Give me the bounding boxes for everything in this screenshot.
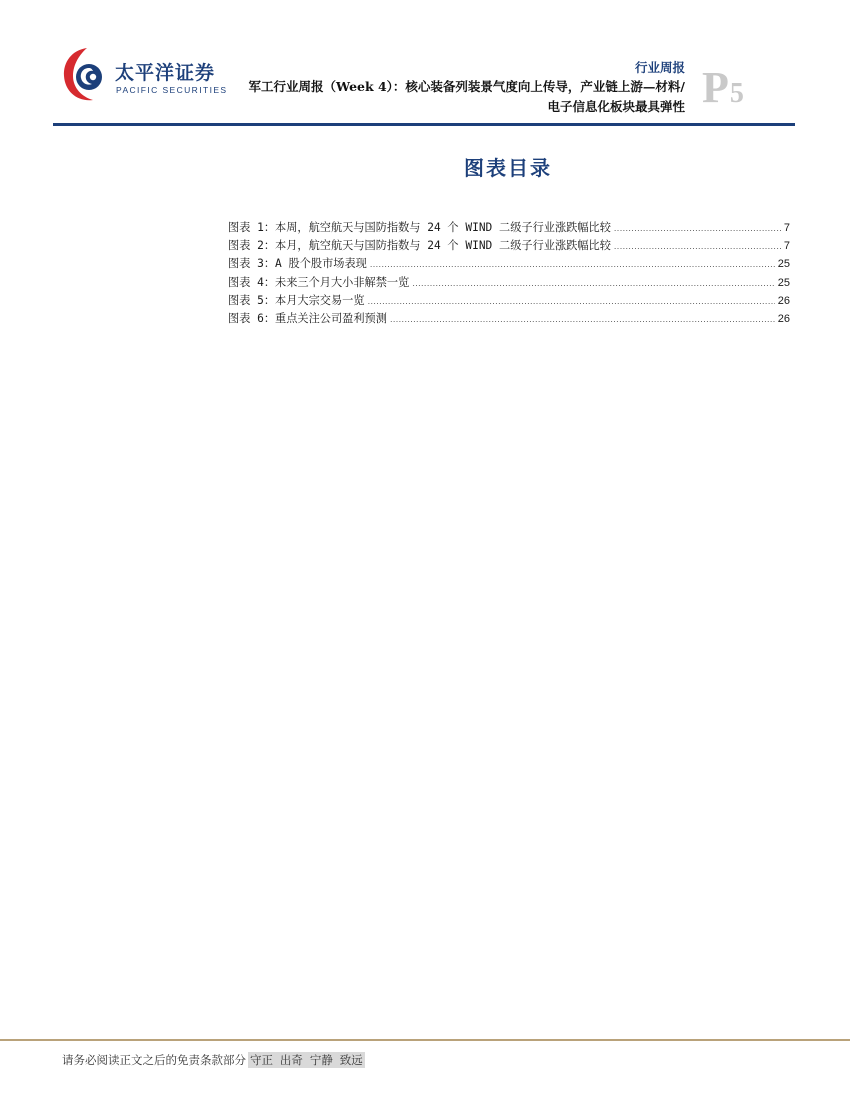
toc-entry-page: 26 xyxy=(777,312,790,325)
toc-entry-label: 图表 5： xyxy=(228,293,276,307)
toc-entry-label: 图表 2： xyxy=(228,239,276,253)
report-type: 行业周报 xyxy=(634,60,685,75)
section-heading: 图表目录 xyxy=(464,156,552,180)
footer-motto: 守正 出奇 宁静 致远 xyxy=(250,1053,363,1067)
toc-entry-title: 本周，航空航天与国防指数与 24 个 WIND 二级子行业涨跌幅比较 xyxy=(275,221,611,234)
toc-entry[interactable] xyxy=(228,310,790,328)
toc-entry[interactable] xyxy=(228,274,790,292)
toc-entry-title: A 股个股市场表现 xyxy=(275,257,367,271)
toc-entry[interactable] xyxy=(228,237,790,255)
toc-dot-leader xyxy=(390,314,775,324)
toc-entry-label: 图表 1： xyxy=(228,221,276,234)
toc-entry[interactable] xyxy=(228,219,790,237)
toc-dot-leader xyxy=(370,259,775,269)
toc-dot-leader xyxy=(368,296,775,306)
footer-disclaimer: 请务必阅读正文之后的免责条款部分 xyxy=(62,1053,246,1067)
toc-entry-page: 7 xyxy=(783,222,790,234)
toc-dot-leader xyxy=(614,223,781,233)
toc-entry-title: 未来三个月大小非解禁一览 xyxy=(275,275,410,289)
toc-entry-page: 25 xyxy=(777,258,790,271)
table-of-figures xyxy=(228,219,790,328)
toc-entry-label: 图表 6： xyxy=(228,311,276,325)
company-logo xyxy=(60,44,240,106)
header-divider xyxy=(53,123,795,126)
page-number-value: 5 xyxy=(729,78,744,109)
toc-entry[interactable] xyxy=(228,292,790,310)
toc-entry-page: 26 xyxy=(777,294,790,307)
logo-company-name-en: PACIFIC SECURITIES xyxy=(116,85,228,95)
toc-entry-label: 图表 4： xyxy=(228,275,276,289)
toc-dot-leader xyxy=(614,241,781,251)
footer-divider xyxy=(0,1039,850,1041)
toc-entry-label: 图表 3： xyxy=(228,257,276,271)
toc-dot-leader xyxy=(412,278,774,288)
page-number xyxy=(702,62,744,113)
toc-entry-title: 本月，航空航天与国防指数与 24 个 WIND 二级子行业涨跌幅比较 xyxy=(275,239,611,253)
toc-entry-title: 本月大宗交易一览 xyxy=(275,293,365,307)
toc-entry-page: 7 xyxy=(783,240,790,253)
toc-entry-page: 25 xyxy=(777,276,790,289)
toc-entry[interactable] xyxy=(228,255,790,273)
footer xyxy=(62,1052,365,1068)
toc-entry-title: 重点关注公司盈利预测 xyxy=(275,311,387,325)
logo-company-name: 太平洋证券 xyxy=(115,62,216,84)
report-title: 军工行业周报（Week 4）：核心装备列装景气度向上传导，产业链上游—材料/电子信息化板块最具弹性 xyxy=(248,79,685,114)
pacific-securities-logo-icon xyxy=(60,44,112,104)
page-letter: P xyxy=(702,63,729,112)
